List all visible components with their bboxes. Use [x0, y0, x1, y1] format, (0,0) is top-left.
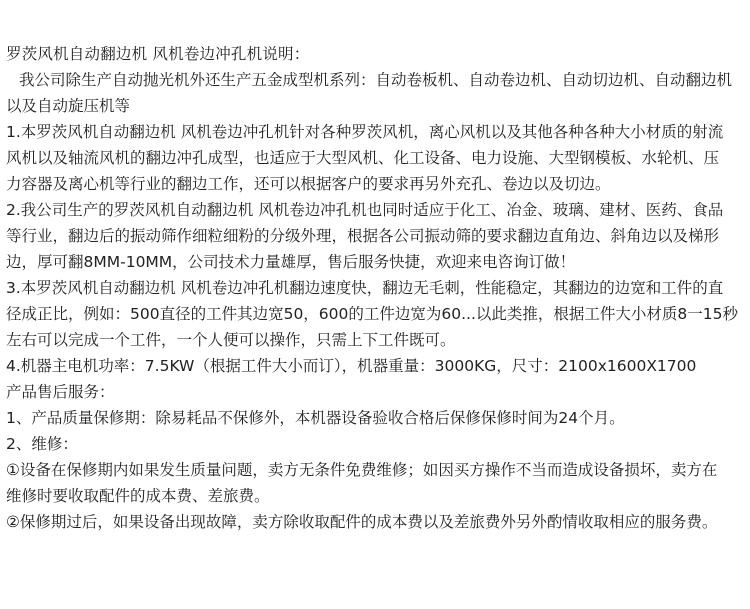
item-2-line-1: 2.我公司生产的罗茨风机自动翻边机 风机卷边冲孔机也同时适应于化工、冶金、玻璃、建材、医药、食品	[6, 201, 724, 219]
item-4-line: 4.机器主电机功率：7.5KW（根据工件大小而订），机器重量：3000KG，尺寸：2100x1600X1700	[6, 357, 697, 375]
repair-item-1-line-2: 维修时要收取配件的成本费、差旅费。	[6, 487, 270, 505]
item-3-line-2: 径成正比，例如：500直径的工件其边宽50，600的工件边宽为60...以此类推，根据工件大小材质8一15秒	[6, 305, 738, 323]
item-2-line-3: 边，厚可翻8MM-10MM，公司技术力量雄厚，售后服务快捷，欢迎来电咨询订做！	[6, 253, 576, 271]
after-sales-heading: 产品售后服务：	[6, 383, 115, 401]
repair-heading: 2、维修：	[6, 435, 78, 453]
repair-item-2-line: ②保修期过后，如果设备出现故障，卖方除收取配件的成本费以及差旅费外另外酌情收取相应的服务费。	[6, 513, 718, 531]
item-1-line-3: 力容器及离心机等行业的翻边工作，还可以根据客户的要求再另外充孔、卷边以及切边。	[6, 175, 611, 193]
document-title: 罗茨风机自动翻边机 风机卷边冲孔机说明：	[6, 45, 310, 63]
item-2-line-2: 等行业，翻边后的振动筛作细粒细粉的分级外理，根据各公司振动筛的要求翻边直角边、斜角边以及梯形	[6, 227, 720, 245]
document-body	[6, 41, 746, 535]
intro-line-1: 我公司除生产自动抛光机外还生产五金成型机系列：自动卷板机、自动卷边机、自动切边机、自动翻边机	[19, 71, 733, 89]
item-1-line-1: 1.本罗茨风机自动翻边机 风机卷边冲孔机针对各种罗茨风机，离心风机以及其他各种各种大小材质的射流	[6, 123, 724, 141]
item-3-line-3: 左右可以完成一个工件，一个人便可以操作，只需上下工件既可。	[6, 331, 456, 349]
repair-item-1-line-1: ①设备在保修期内如果发生质量问题，卖方无条件免费维修；如因买方操作不当而造成设备损坏，卖方在	[6, 461, 718, 479]
warranty-line: 1、产品质量保修期：除易耗品不保修外，本机器设备验收合格后保修保修时间为24个月。	[6, 409, 625, 427]
item-3-line-1: 3.本罗茨风机自动翻边机 风机卷边冲孔机翻边速度快，翻边无毛刺，性能稳定，其翻边的边宽和工件的直	[6, 279, 724, 297]
item-1-line-2: 风机以及轴流风机的翻边冲孔成型，也适应于大型风机、化工设备、电力设施、大型钢模板、水轮机、压	[6, 149, 720, 167]
intro-line-2: 以及自动旋压机等	[6, 97, 131, 115]
